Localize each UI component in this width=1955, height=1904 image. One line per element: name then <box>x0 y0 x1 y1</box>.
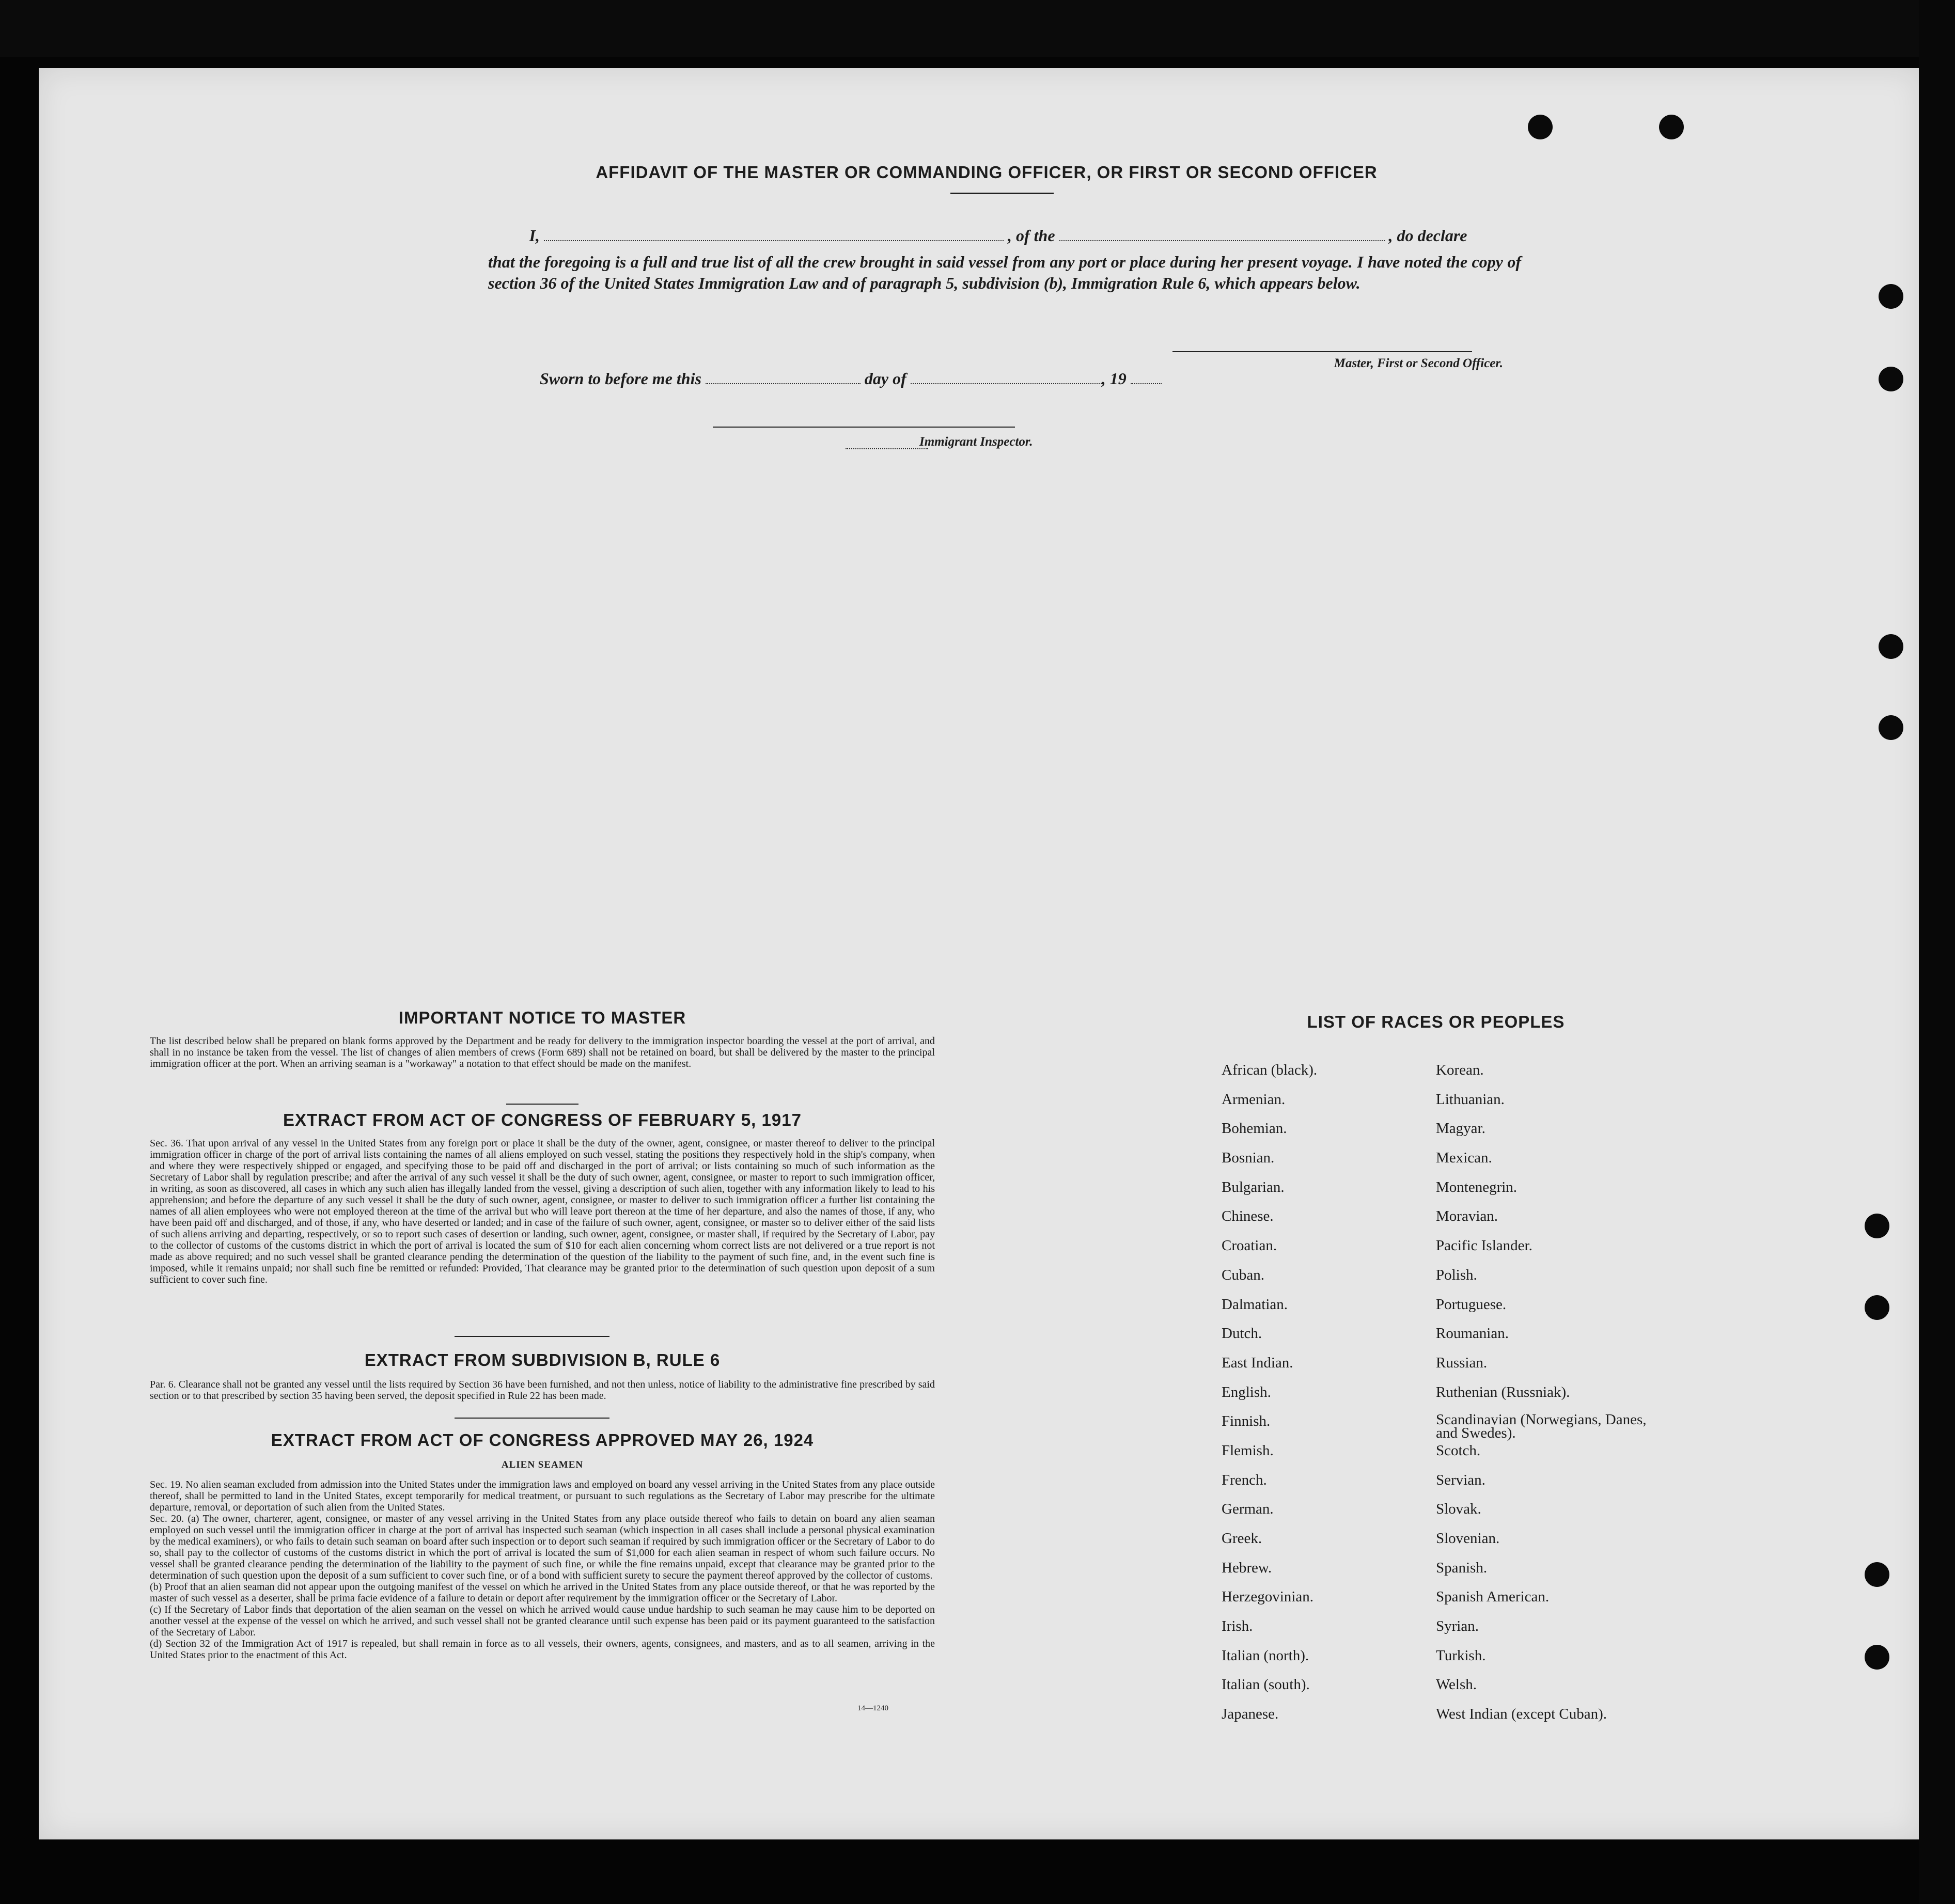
divider <box>950 193 1054 194</box>
race-item: Magyar. <box>1436 1120 1485 1137</box>
race-item: Servian. <box>1436 1471 1485 1488</box>
rule6-title: EXTRACT FROM SUBDIVISION B, RULE 6 <box>364 1350 721 1370</box>
race-item: African (black). <box>1222 1062 1318 1078</box>
punch-hole <box>1528 115 1553 139</box>
scan-right-border <box>1919 0 1955 1904</box>
punch-hole <box>1879 367 1903 391</box>
race-item: Italian (south). <box>1222 1676 1310 1693</box>
notice-title: IMPORTANT NOTICE TO MASTER <box>398 1008 686 1027</box>
race-item: Cuban. <box>1222 1266 1264 1283</box>
extract-1917-title: EXTRACT FROM ACT OF CONGRESS OF FEBRUARY 5, 1917 <box>283 1110 802 1129</box>
affidavit-body: that the foregoing is a full and true list of all the crew brought in said vessel from any port or place during her present voyage. I have noted the copy of section 36 of the United States Immigration Law and of paragraph 5, subdivision (b), Immigration Rule 6, which appears below. <box>488 253 1521 292</box>
race-item: Korean. <box>1436 1062 1484 1078</box>
vessel-field[interactable] <box>1059 229 1385 241</box>
race-item: Russian. <box>1436 1354 1488 1371</box>
race-item: Roumanian. <box>1436 1325 1509 1342</box>
punch-hole <box>1879 715 1903 740</box>
signature-caption: Master, First or Second Officer. <box>1334 356 1503 370</box>
section-20c: (c) If the Secretary of Labor finds that deportation of the alien seaman on the vessel on which he arrived would cause undue hardship to such seaman he may cause him to be deported on another vessel at the expense of the vessel on which he arrived, and such vessel shall not be granted clearance until such expense has been paid or its payment guaranteed to the satisfaction of the Secretary of Labor. <box>150 1604 935 1638</box>
race-item: Bosnian. <box>1222 1150 1275 1167</box>
scan-top-border <box>0 0 1955 57</box>
punch-hole <box>1659 115 1684 139</box>
line1-suffix: , do declare <box>1388 226 1467 245</box>
race-item: Ruthenian (Russniak). <box>1436 1383 1570 1401</box>
divider <box>506 1104 578 1105</box>
race-item: Portuguese. <box>1436 1296 1507 1313</box>
race-item: Irish. <box>1222 1618 1253 1635</box>
sworn-mid: day of <box>864 369 906 388</box>
race-item: Pacific Islander. <box>1436 1237 1532 1254</box>
divider <box>455 1336 609 1337</box>
sworn-prefix: Sworn to before me this <box>540 369 701 388</box>
inspector-caption: Immigrant Inspector. <box>919 435 1033 449</box>
line1-mid: , of the <box>1008 226 1055 245</box>
alien-seamen-subtitle: ALIEN SEAMEN <box>501 1459 584 1470</box>
punch-hole <box>1865 1295 1889 1320</box>
divider <box>455 1418 609 1419</box>
race-item: Chinese. <box>1222 1208 1274 1225</box>
punch-hole <box>1879 284 1903 309</box>
race-item: Lithuanian. <box>1436 1091 1505 1108</box>
race-item: French. <box>1222 1471 1267 1488</box>
line1-prefix: I, <box>529 226 540 245</box>
race-item: Dalmatian. <box>1222 1296 1288 1313</box>
race-item: Welsh. <box>1436 1676 1477 1693</box>
punch-hole <box>1865 1214 1889 1238</box>
race-item: German. <box>1222 1501 1274 1518</box>
race-item: Croatian. <box>1222 1237 1277 1254</box>
race-item: Hebrew. <box>1222 1559 1272 1576</box>
section-20b: (b) Proof that an alien seaman did not appear upon the outgoing manifest of the vessel on which he arrived in the United States from any place outside thereof, or that he was reported by the master of such vessel as a deserter, shall be prima facie evidence of a failure to detain or deport after requirement by the immigration officer or the Secretary of Labor. <box>150 1581 935 1604</box>
race-item: Turkish. <box>1436 1647 1486 1664</box>
race-item: Slovenian. <box>1436 1530 1500 1547</box>
race-item: English. <box>1222 1383 1271 1401</box>
race-item: Slovak. <box>1436 1501 1481 1518</box>
inspector-dots <box>846 433 928 449</box>
race-item: Spanish. <box>1436 1559 1488 1576</box>
race-item: Syrian. <box>1436 1618 1479 1635</box>
punch-hole <box>1865 1645 1889 1670</box>
affidavit-line1 <box>488 226 1521 245</box>
sworn-year-field[interactable] <box>1131 372 1162 384</box>
race-item: Armenian. <box>1222 1091 1286 1108</box>
punch-hole <box>1879 634 1903 659</box>
race-item: Montenegrin. <box>1436 1178 1518 1195</box>
race-item: Italian (north). <box>1222 1647 1309 1664</box>
race-item: Scandinavian (Norwegians, Danes, and Swedes). <box>1436 1411 1647 1442</box>
section-20a: Sec. 20. (a) The owner, charterer, agent, consignee, or master of any vessel arriving in the United States from any place outside thereof who fails to detain on board any alien seaman employed on such vessel until the immigration officer in charge at the port of arrival has inspected such seaman (which inspection in all cases shall include a personal physical examination by the medical examiners), or who fails to detain such seaman on board after such inspection or to deport such seaman if required by such immigration officer or the Secretary of Labor to do so, shall pay to the collector of customs of the customs district in which the port of arrival is located the sum of $1,000 for each alien seaman in respect of whom such failure occurs. No vessel shall be granted clearance pending the determination of the liability to the payment of such fine, or while the fine remains unpaid, except that clearance may be granted prior to the determination of such question upon the deposit of a sum sufficient to cover such fine, or of a bond with sufficient surety to secure the payment thereof approved by the collector of customs. <box>150 1513 935 1581</box>
name-field[interactable] <box>544 229 1004 241</box>
section-19: Sec. 19. No alien seaman excluded from admission into the United States under the immigration laws and employed on board any vessel arriving in the United States from any place outside thereof, shall be permitted to land in the United States, except temporarily for medical treatment, or pursuant to such regulations as the Secretary of Labor may prescribe for the ultimate departure, removal, or deportation of such alien from the United States. <box>150 1479 935 1513</box>
sworn-line <box>540 369 1263 388</box>
inspector-signature-line[interactable] <box>713 427 1015 428</box>
race-item: Japanese. <box>1222 1706 1279 1723</box>
race-item: Dutch. <box>1222 1325 1262 1342</box>
race-item: Moravian. <box>1436 1208 1498 1225</box>
race-item: Herzegovinian. <box>1222 1588 1313 1606</box>
sworn-year: , 19 <box>1101 369 1127 388</box>
race-item: Mexican. <box>1436 1150 1492 1167</box>
race-item: East Indian. <box>1222 1354 1293 1371</box>
races-left-column <box>1222 1062 1428 1735</box>
section-20d: (d) Section 32 of the Immigration Act of 1917 is repealed, but shall remain in force as to all vessels, their owners, agents, consignees, and masters, and as to all seamen, arriving in the United States prior to the enactment of this Act. <box>150 1638 935 1661</box>
rule6-text: Par. 6. Clearance shall not be granted any vessel until the lists required by Section 36 have been furnished, and not then unless, notice of liability to the administrative fine prescribed by said section or to that prescribed by section 35 having been served, the deposit specified in Rule 22 has been made. <box>150 1379 935 1402</box>
signature-line[interactable] <box>1172 351 1472 352</box>
race-item: Finnish. <box>1222 1413 1271 1430</box>
race-item: Bulgarian. <box>1222 1178 1285 1195</box>
race-item: Bohemian. <box>1222 1120 1287 1137</box>
race-item: Flemish. <box>1222 1442 1274 1459</box>
race-item: Spanish American. <box>1436 1588 1550 1606</box>
races-right-column <box>1436 1062 1653 1735</box>
punch-hole <box>1865 1562 1889 1587</box>
race-item: Scotch. <box>1436 1442 1481 1459</box>
races-title: LIST OF RACES OR PEOPLES <box>1307 1012 1565 1031</box>
extract-1924-body <box>150 1479 935 1661</box>
race-item: Polish. <box>1436 1266 1477 1283</box>
race-item: Greek. <box>1222 1530 1262 1547</box>
extract-1924-title: EXTRACT FROM ACT OF CONGRESS APPROVED MAY 26, 1924 <box>271 1430 814 1450</box>
notice-text: The list described below shall be prepared on blank forms approved by the Department and be ready for delivery to the immigration inspector boarding the vessel at the port of arrival, and shall in no instance be taken from the vessel. The list of changes of alien members of crews (Form 689) shall not be retained on board, but shall be delivered by the master to the principal immigration officer at the port. When an arriving seaman is a "workaway" a notation to that effect should be made on the manifest. <box>150 1035 935 1069</box>
sworn-month-field[interactable] <box>911 372 1102 384</box>
extract-1917-text: Sec. 36. That upon arrival of any vessel in the United States from any foreign port or place it shall be the duty of the owner, agent, consignee, or master thereof to deliver to the principal immigration officer in charge of the port of arrival lists containing the names of all aliens employed on such vessel, stating the positions they respectively hold in the ship's company, when and where they were respectively shipped or engaged, and specifying those to be paid off and discharged in the port of arrival; or lists containing so much of such information as the Secretary of Labor shall by regulation prescribe; and after the arrival of any such vessel it shall be the duty of such owner, agent, consignee, or master to report to such immigration officer, in writing, as soon as discovered, all cases in which any such alien has illegally landed from the vessel, giving a description of such alien, together with any information likely to lead to his apprehension; and before the departure of any such vessel it shall be the duty of such owner, agent, consignee, or master to deliver to such immigration officer a further list containing the names of all alien employees who were not employed thereon at the time of the arrival but who will leave port thereon at the time of her departure, and also the names of those, if any, who have been paid off and discharged, and of those, if any, who have deserted or landed; and in case of the failure of such owner, agent, consignee, or master so to deliver either of the said lists of such aliens arriving and departing, respectively, or so to report such cases of desertion or landing, such owner, agent, consignee, or master shall, if required by the Secretary of Labor, pay to the collector of customs of the customs district in which the port of arrival is located the sum of $10 for each alien concerning whom correct lists are not delivered or a true report is not made as above required; and no such vessel shall be granted clearance pending the determination of the question of the liability to the payment of such fine, and, in the event such fine is imposed, while it remains unpaid; nor shall such fine be remitted or refunded: Provided, That clearance may be granted prior to the determination of such question upon deposit of a sum sufficient to cover such fine. <box>150 1138 935 1285</box>
sworn-day-field[interactable] <box>706 372 861 384</box>
form-number: 14—1240 <box>857 1704 888 1712</box>
affidavit-title: AFFIDAVIT OF THE MASTER OR COMMANDING OFFICER, OR FIRST OR SECOND OFFICER <box>596 163 1378 182</box>
race-item: West Indian (except Cuban). <box>1436 1706 1607 1723</box>
